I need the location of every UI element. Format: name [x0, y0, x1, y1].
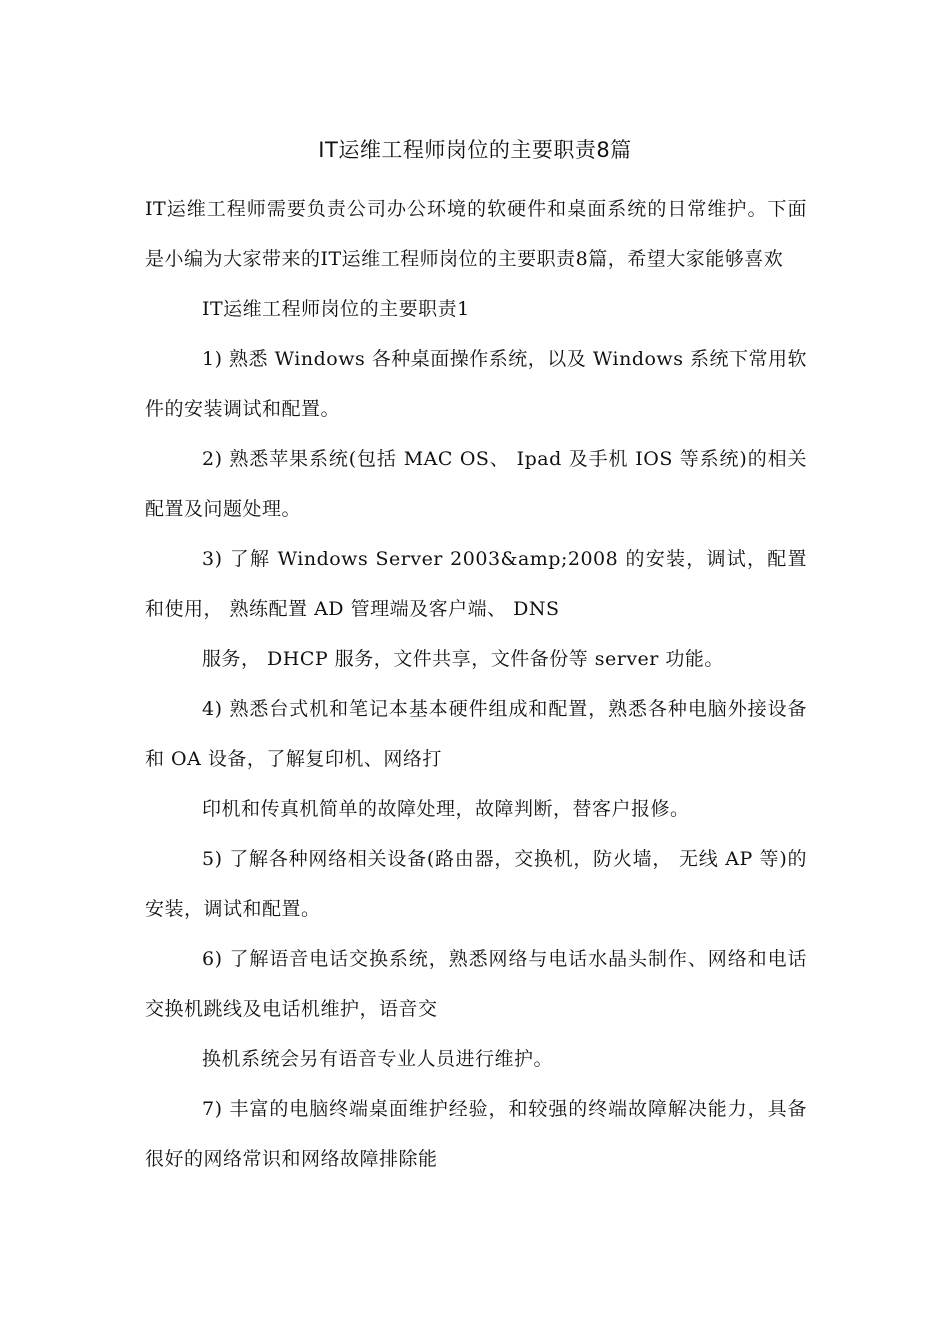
duty-item-4: 4) 熟悉台式机和笔记本基本硬件组成和配置，熟悉各种电脑外接设备和 OA 设备，了解复印机、网络打 — [145, 698, 807, 770]
duty-item-5: 5) 了解各种网络相关设备(路由器，交换机，防火墙， 无线 AP 等)的安装，调试和配置。 — [145, 848, 807, 920]
duty-item-4-continued: 印机和传真机简单的故障处理，故障判断，替客户报修。 — [202, 798, 690, 820]
document-body — [145, 184, 807, 1184]
intro-paragraph: IT运维工程师需要负责公司办公环境的软硬件和桌面系统的日常维护。下面是小编为大家带来的IT运维工程师岗位的主要职责8篇，希望大家能够喜欢 — [145, 198, 807, 270]
section-heading: IT运维工程师岗位的主要职责1 — [202, 298, 470, 320]
duty-item-3-continued: 服务， DHCP 服务，文件共享，文件备份等 server 功能。 — [202, 648, 724, 670]
duty-item-2: 2) 熟悉苹果系统(包括 MAC OS、 Ipad 及手机 IOS 等系统)的相关配置及问题处理。 — [145, 448, 807, 520]
duty-item-6-continued: 换机系统会另有语音专业人员进行维护。 — [202, 1048, 554, 1070]
duty-item-1: 1) 熟悉 Windows 各种桌面操作系统，以及 Windows 系统下常用软件的安装调试和配置。 — [145, 348, 807, 420]
document-title: IT运维工程师岗位的主要职责8篇 — [318, 138, 632, 162]
duty-item-3: 3) 了解 Windows Server 2003&amp;2008 的安装，调试，配置和使用， 熟练配置 AD 管理端及客户端、 DNS — [145, 548, 807, 620]
duty-item-7: 7) 丰富的电脑终端桌面维护经验，和较强的终端故障解决能力，具备很好的网络常识和网络故障排除能 — [145, 1098, 807, 1170]
duty-item-6: 6) 了解语音电话交换系统，熟悉网络与电话水晶头制作、网络和电话交换机跳线及电话机维护，语音交 — [145, 948, 807, 1020]
